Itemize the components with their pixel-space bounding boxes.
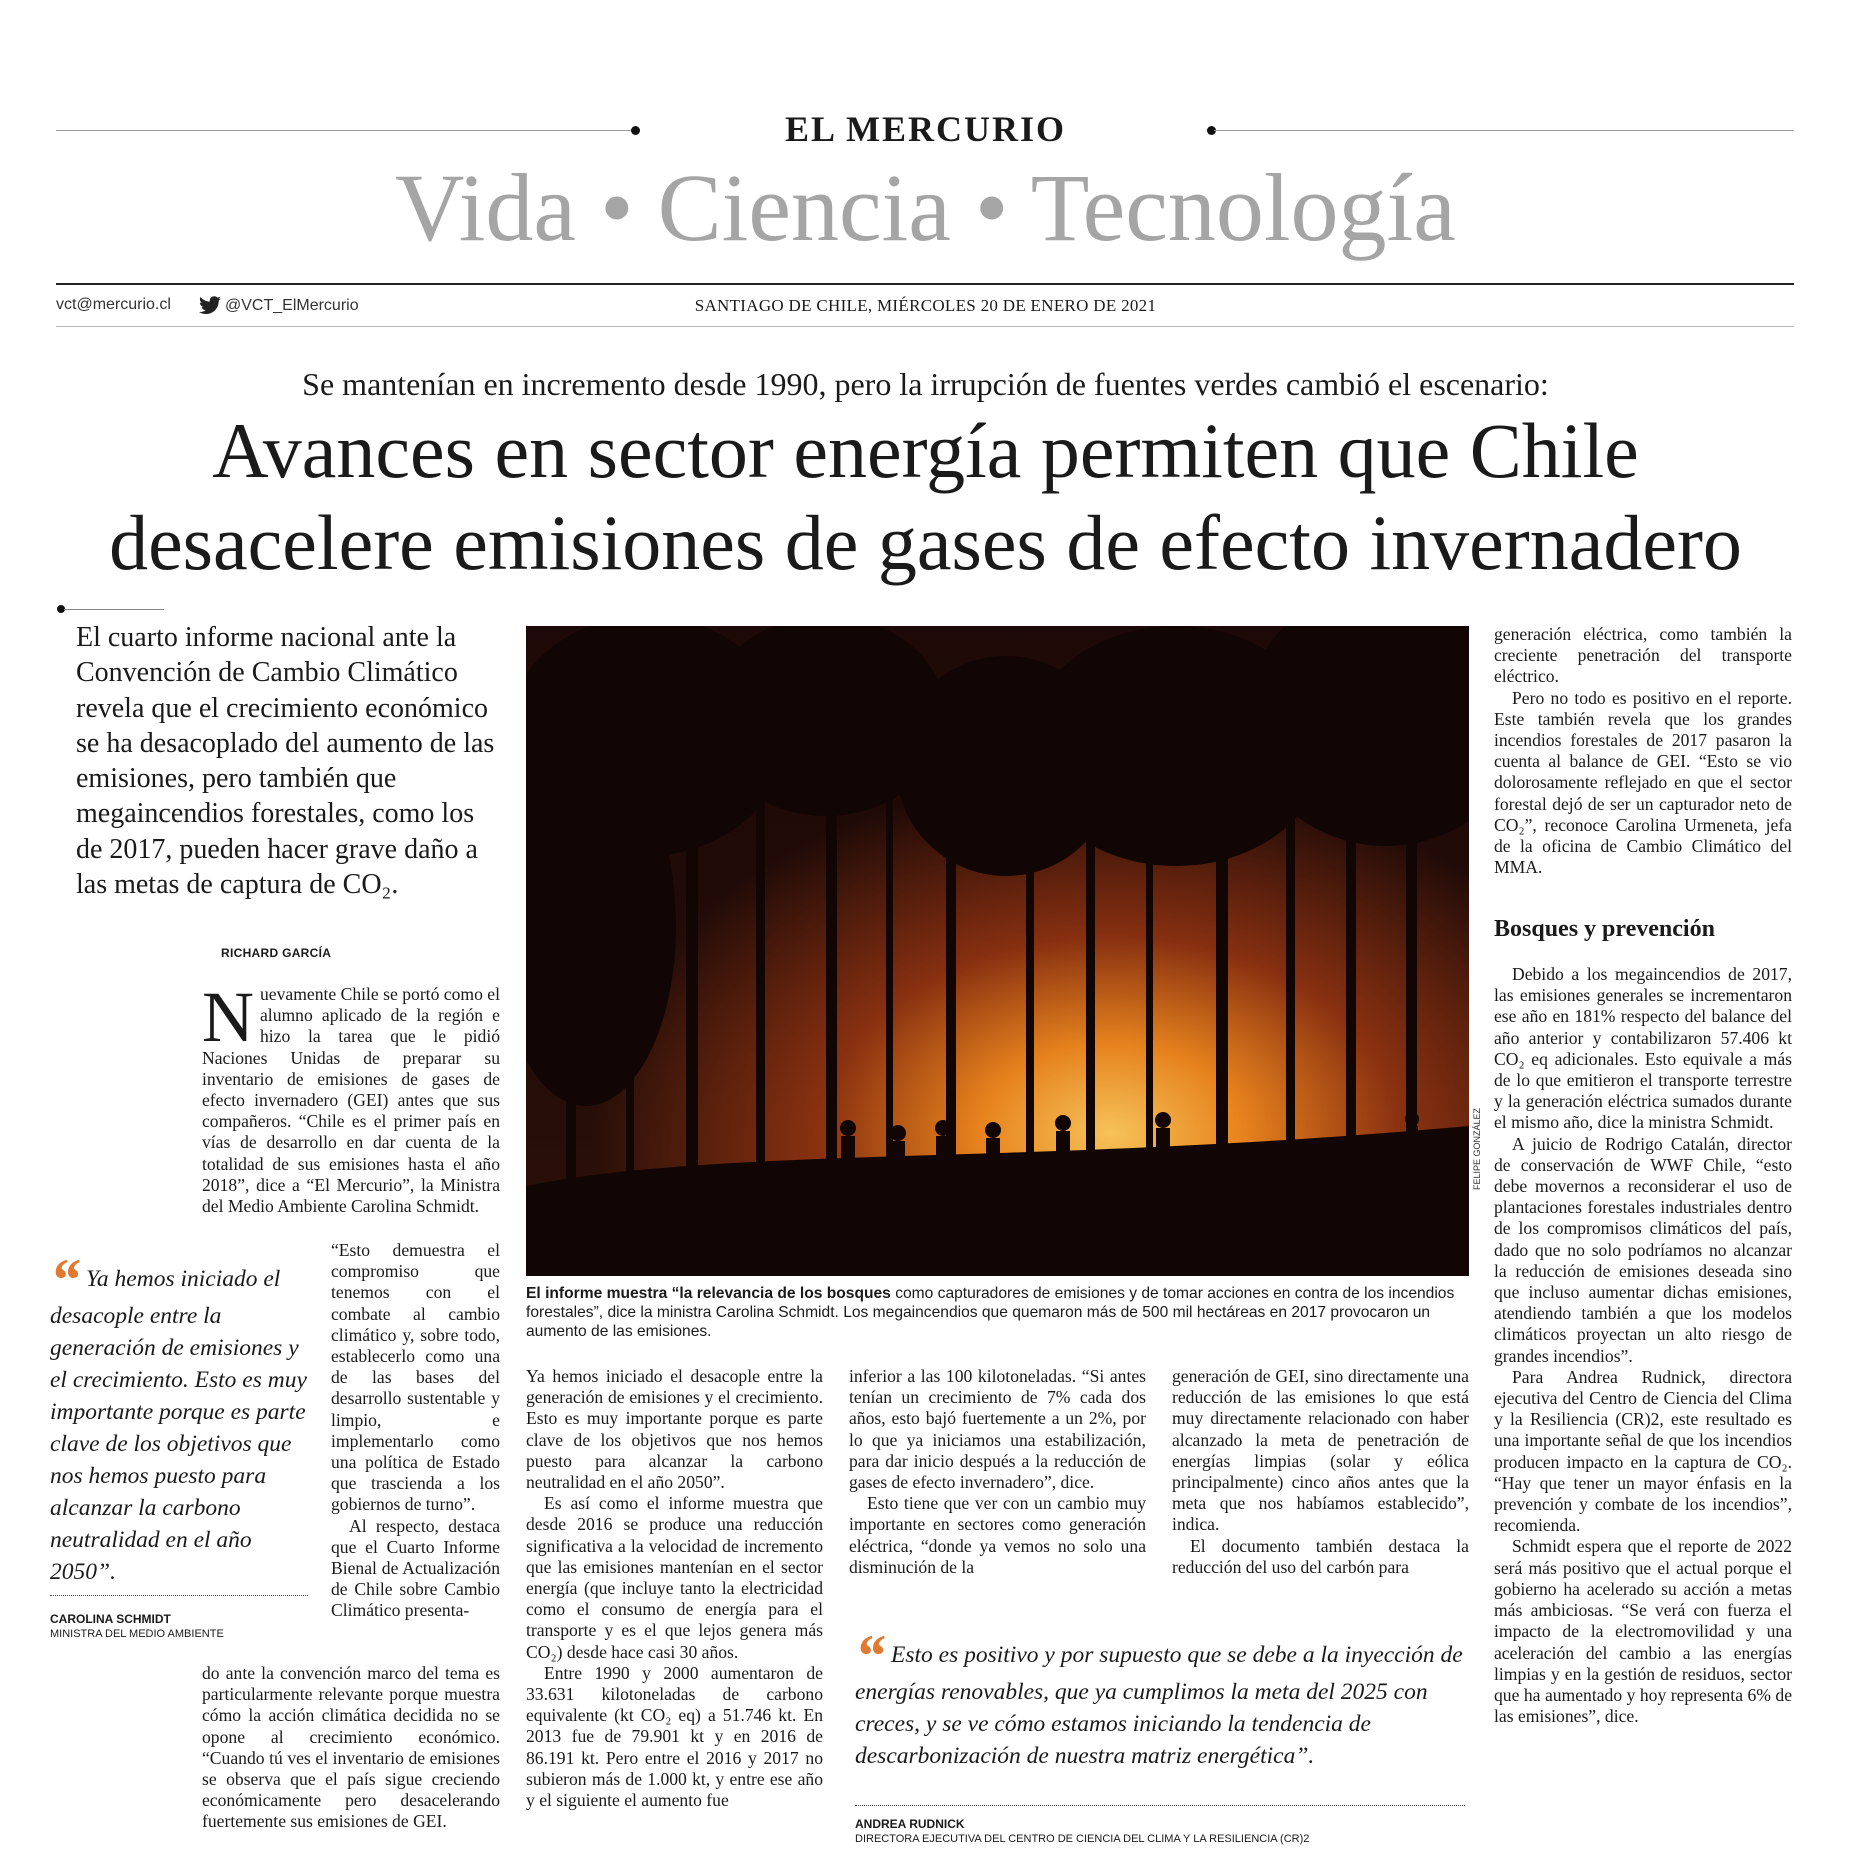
pull-quote-schmidt [50, 1247, 318, 1588]
pull-quote-schmidt-text: Ya hemos iniciado el desacople entre la generación de emisiones y el crecimiento. Esto es muy importante porque es parte clave de los objetivos que nos hemos puesto para alcanzar la carbono neutralidad en el año 2050”. [50, 1266, 307, 1585]
subhead-bosques: Bosques y prevención [1494, 916, 1715, 942]
col4-paragraph-2: El documento también destaca la reducción del uso del carbón para [1172, 1535, 1469, 1577]
photo-caption [526, 1284, 1469, 1341]
col1-paragraph-end: do ante la convención marco del tema es particularmente relevante porque muestra cómo la acción climática decidida no se opone al crecimiento económico. “Cuando tú ves el inventario de emisiones se observa que el país sigue creciendo económicamente pero desacelerando fuertemente sus emisiones de GEI. [202, 1663, 500, 1832]
headline-line-2: desacelere emisiones de gases de efecto invernadero [109, 499, 1742, 586]
header-rule-bottom [56, 326, 1794, 327]
column-1-top [202, 977, 500, 1217]
col5-paragraph-6: Schmidt espera que el reporte de 2022 será más positivo que el actual porque el gobierno ha acelerado su acción a metas más ambiciosas. “Se verá con fuerza el impacto de la electromovilidad y una aceleración del cambio a las energías limpias y en la gestión de residuos, sector que ha aumentado y hoy representa 6% de las emisiones”, dice. [1494, 1536, 1792, 1727]
byline: RICHARD GARCÍA [221, 946, 332, 960]
column-1-narrow [331, 1240, 500, 1622]
photo-caption-rest: como capturadores de emisiones y de tomar acciones en contra de los incendios forestales”, dice la ministra Carolina Schmidt. Los megaincendios que quemaron más de 500 mil hectáreas en 2017 provocaron un aumento de las emisiones. [526, 1285, 1455, 1340]
col1-narrow-paragraph-2: Al respecto, destaca que el Cuarto Informe Bienal de Actualización de Chile sobre Cambio Climático presenta- [331, 1515, 500, 1621]
quote2-divider [855, 1805, 1465, 1806]
col5-paragraph-4: A juicio de Rodrigo Catalán, director de conservación de WWF Chile, “esto debe movernos a reconsiderar el uso de plantaciones forestales industriales dentro de los compromisos climáticos del país, dado que no solo podríamos no alcanzar la reducción de emisiones deseada sino que incluso aumentar dichas emisiones, atendiendo también a que los modelos climáticos proyectan un alto riesgo de grandes incendios”. [1494, 1133, 1792, 1366]
col5-paragraph-5: Para Andrea Rudnick, directora ejecutiva del Centro de Ciencia del Clima y la Resiliencia (CR)2, este resultado es una importante señal de que los incendios producen impacto en la captura de CO₂. “Hay que tener un mayor énfasis en la prevención y combate de los incendios”, recomienda. [1494, 1366, 1792, 1536]
headline-line-1: Avances en sector energía permiten que Chile [212, 407, 1639, 494]
contact-email[interactable]: vct@mercurio.cl [56, 296, 171, 313]
pull-quote-rudnick-text: Esto es positivo y por supuesto que se debe a la inyección de energías renovables, que ya cumplimos la meta del 2025 con creces, y se ve cómo estamos iniciando la tendencia de descarbonización de nuestra matriz energética”. [855, 1642, 1463, 1769]
forest-fire-photo [526, 626, 1469, 1276]
quote2-role: DIRECTORA EJECUTIVA DEL CENTRO DE CIENCIA DEL CLIMA Y LA RESILIENCIA (CR)2 [855, 1833, 1310, 1845]
col3-paragraph-2: Esto tiene que ver con un cambio muy importante en sectores como generación eléctrica, “donde ya vemos no solo una disminución de la [849, 1493, 1146, 1577]
column-2 [526, 1366, 823, 1811]
headline [40, 405, 1811, 589]
twitter-handle-text: @VCT_ElMercurio [225, 297, 359, 314]
column-4 [1172, 1366, 1469, 1578]
column-5-top [1494, 624, 1792, 878]
kicker: Se mantenían en incremento desde 1990, pero la irrupción de fuentes verdes cambió el escenario: [302, 366, 1549, 402]
quote1-role: MINISTRA DEL MEDIO AMBIENTE [50, 1628, 224, 1640]
col5-paragraph-2: Pero no todo es positivo en el reporte. Este también revela que los grandes incendios forestales de 2017 pasaron la cuenta al balance de GEI. “Esto se vio dolorosamente reflejado en que el sector forestal dejó de ser un capturador neto de CO₂”, reconoce Carolina Urmeneta, jefa de la oficina de Cambio Climático del MMA. [1494, 687, 1792, 878]
col2-paragraph-2: Es así como el informe muestra que desde 2016 se produce una reducción significativa a la velocidad de incremento que las emisiones mantenían en el sector energía (que incluye tanto la electricidad como el consumo de energía para el transporte y es el que lejos genera más CO₂) desde hace casi 30 años. [526, 1493, 823, 1662]
masthead-rule-right [1214, 130, 1794, 131]
pull-quote-rudnick [855, 1623, 1465, 1772]
forest-fire-illustration [526, 626, 1469, 1276]
dateline: SANTIAGO DE CHILE, MIÉRCOLES 20 DE ENERO DE 2021 [694, 296, 1157, 315]
drop-cap: N [202, 977, 254, 1057]
col5-paragraph-1: generación eléctrica, como también la creciente penetración del transporte eléctrico. [1494, 624, 1792, 687]
photo-credit: FELIPE GONZÁLEZ [1472, 1107, 1482, 1190]
quote1-name: CAROLINA SCHMIDT [50, 1612, 171, 1626]
col3-paragraph-1: inferior a las 100 kilotoneladas. “Si antes tenían un crecimiento de 7% cada dos años, esto bajó fuertemente a un 2%, por lo que ya iniciamos una estabilización, para dar inicio después a la reducción de gases de efecto invernadero”, dice. [849, 1366, 1146, 1493]
col1-paragraph-1: uevamente Chile se portó como el alumno aplicado de la región e hizo la tarea que le pidió Naciones Unidas de preparar su inventario de emisiones de gases de efecto invernadero (GEI) antes que sus compañeros. “Chile es el primer país en vías de desarrollo en dar cuenta de la totalidad de sus emisiones hasta el año 2018”, dice a “El Mercurio”, la Ministra del Medio Ambiente Carolina Schmidt. [202, 984, 500, 1217]
column-1-bottom [202, 1663, 500, 1833]
quote-mark-icon: “ [855, 1623, 885, 1689]
header-rule-top [56, 283, 1794, 285]
col2-paragraph-1: Ya hemos iniciado el desacople entre la generación de emisiones y el crecimiento. Esto es muy importante porque es parte clave de los objetivos que nos hemos puesto para alcanzar la carbono neutralidad en el año 2050”. [526, 1366, 823, 1493]
quote-mark-icon: “ [50, 1247, 80, 1313]
section-title: Vida • Ciencia • Tecnología [395, 154, 1456, 261]
quote1-divider [50, 1595, 308, 1596]
quote2-name: ANDREA RUDNICK [855, 1817, 965, 1831]
column-5-bottom [1494, 964, 1792, 1727]
col1-narrow-paragraph-1: “Esto demuestra el compromiso que tenemos con el combate al cambio climático y, sobre todo, establecerlo como una de las bases del desarrollo sustentable y limpio, e implementarlo como una política de Estado que trascienda a los gobiernos de turno”. [331, 1240, 500, 1515]
lead-paragraph: El cuarto informe nacional ante la Convención de Cambio Climático revela que el crecimiento económico se ha desacoplado del aumento de las emisiones, pero también que megaincendios forestales, como los de 2017, pueden hacer grave daño a las metas de captura de CO₂. [76, 622, 495, 901]
col5-paragraph-3: Debido a los megaincendios de 2017, las emisiones generales se incrementaron ese año en 181% respecto del balance del año anterior y contabilizaron 57.406 kt CO₂ eq adicionales. Esto equivale a más de lo que emitieron el transporte terrestre y la generación eléctrica sumados durante el mismo año, dice la ministra Schmidt. [1494, 964, 1792, 1133]
col4-paragraph-1: generación de GEI, sino directamente una reducción de las emisiones lo que está muy directamente relacionado con haber alcanzado la meta de penetración de energías limpias (solar y eólica principalmente) cinco años antes que la meta que nos habíamos establecido”, indica. [1172, 1366, 1469, 1535]
masthead-name: EL MERCURIO [784, 109, 1067, 149]
photo-caption-bold: El informe muestra “la relevancia de los bosques [526, 1285, 891, 1302]
col2-paragraph-3: Entre 1990 y 2000 aumentaron de 33.631 kilotoneladas de carbono equivalente (kt CO₂ eq) a 51.746 kt. En 2013 fue de 79.901 kt y en 2016 de 86.191 kt. Pero entre el 2016 y 2017 no subieron más de 1.000 kt, y entre ese año y el siguiente el aumento fue [526, 1662, 823, 1811]
lead-rule [64, 609, 164, 610]
column-3 [849, 1366, 1146, 1578]
